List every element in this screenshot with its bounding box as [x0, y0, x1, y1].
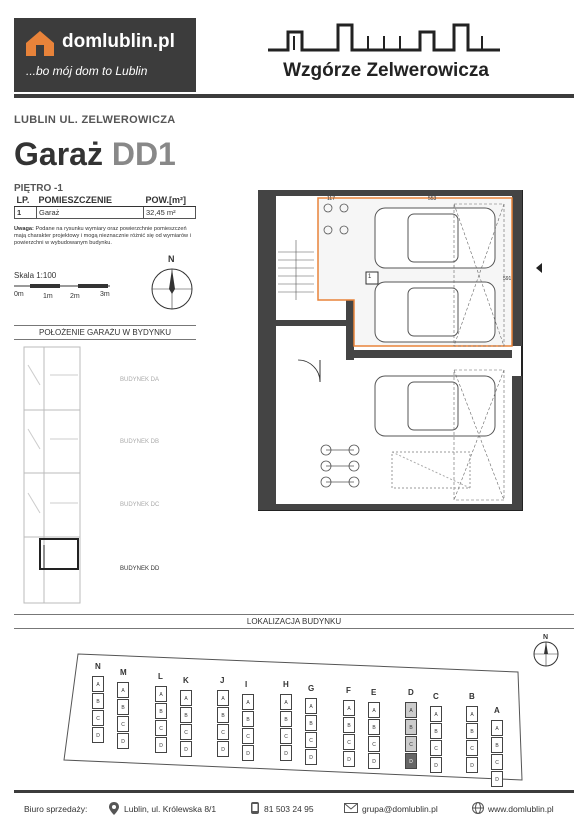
- site-unit-i-b: B: [242, 711, 254, 727]
- site-building-label-e: E: [371, 688, 377, 697]
- disclaimer-note: [14, 226, 196, 247]
- site-unit-g-b: B: [305, 715, 317, 731]
- site-unit-b-a: A: [466, 706, 478, 722]
- garage-label: Garaż: [14, 136, 103, 172]
- location-pin-icon: [109, 802, 119, 815]
- site-unit-k-a: A: [180, 690, 192, 706]
- office-email[interactable]: grupa@domlublin.pl: [362, 804, 438, 814]
- site-unit-i-d: D: [242, 745, 254, 761]
- site-unit-i-c: C: [242, 728, 254, 744]
- site-unit-g-d: D: [305, 749, 317, 765]
- site-unit-i-a: A: [242, 694, 254, 710]
- site-unit-n-a: A: [92, 676, 104, 692]
- site-unit-l-a: A: [155, 686, 167, 702]
- office-address: Lublin, ul. Królewska 8/1: [124, 804, 217, 814]
- site-building-label-g: G: [308, 684, 315, 693]
- dim-label-591: 591: [503, 276, 512, 282]
- site-unit-e-d: D: [368, 753, 380, 769]
- site-unit-m-c: C: [117, 716, 129, 732]
- office-phone[interactable]: 81 503 24 95: [264, 804, 314, 814]
- garage-floor-plan: [258, 190, 558, 520]
- site-building-label-i: I: [245, 680, 248, 689]
- scale-label: Skala 1:100: [14, 271, 57, 280]
- site-unit-g-c: C: [305, 732, 317, 748]
- dim-label-117: 117: [327, 196, 335, 202]
- site-unit-m-d: D: [117, 733, 129, 749]
- site-unit-n-c: C: [92, 710, 104, 726]
- site-unit-a-d: D: [491, 771, 503, 787]
- site-unit-j-b: B: [217, 707, 229, 723]
- site-unit-h-a: A: [280, 694, 292, 710]
- scale-tick-3: 3m: [100, 291, 110, 298]
- site-unit-d-a: A: [405, 702, 417, 718]
- building-label-da: BUDYNEK DA: [120, 377, 160, 383]
- building-label-db: BUDYNEK DB: [120, 439, 160, 445]
- site-unit-f-d: D: [343, 751, 355, 767]
- site-unit-e-c: C: [368, 736, 380, 752]
- site-plan: [60, 650, 530, 784]
- site-building-label-d: D: [408, 688, 414, 697]
- scale-tick-1: 1m: [43, 293, 53, 300]
- building-section-diagram: [20, 345, 90, 607]
- site-unit-b-b: B: [466, 723, 478, 739]
- header-divider: [14, 94, 574, 98]
- room-number: 1: [368, 274, 372, 280]
- site-unit-h-b: B: [280, 711, 292, 727]
- project-title: Wzgórze Zelwerowicza: [283, 60, 489, 81]
- office-label: Biuro sprzedaży:: [24, 804, 88, 814]
- garage-number: DD1: [111, 136, 176, 172]
- house-logo-icon: [24, 28, 56, 58]
- compass-icon: [150, 262, 194, 310]
- site-building-label-f: F: [346, 686, 351, 695]
- compass-north-label: N: [168, 254, 175, 264]
- site-compass-north: N: [543, 634, 549, 641]
- site-unit-d-d: D: [405, 753, 417, 769]
- site-building-label-j: J: [220, 676, 225, 685]
- site-unit-h-d: D: [280, 745, 292, 761]
- site-unit-k-b: B: [180, 707, 192, 723]
- project-logo-skyline: [268, 22, 500, 56]
- note-label: Uwaga:: [14, 226, 34, 232]
- floor-label: PIĘTRO -1: [14, 183, 63, 194]
- site-unit-n-d: D: [92, 727, 104, 743]
- site-unit-b-c: C: [466, 740, 478, 756]
- col-room: POMIESZCZENIE: [37, 194, 144, 207]
- site-unit-l-c: C: [155, 720, 167, 736]
- site-building-label-l: L: [158, 672, 163, 681]
- rooms-table-header: [15, 194, 196, 207]
- site-unit-f-b: B: [343, 717, 355, 733]
- row-lp: 1: [15, 207, 37, 219]
- globe-icon: [472, 802, 484, 814]
- site-unit-m-b: B: [117, 699, 129, 715]
- site-unit-n-b: B: [92, 693, 104, 709]
- footer-divider: [14, 790, 574, 793]
- table-row: [15, 207, 196, 219]
- phone-icon: [250, 802, 260, 814]
- site-heading: LOKALIZACJA BUDYNKU: [14, 614, 574, 629]
- site-unit-k-d: D: [180, 741, 192, 757]
- site-building-label-b: B: [469, 692, 475, 701]
- rooms-table: [14, 194, 196, 219]
- col-lp: LP.: [15, 194, 37, 207]
- site-unit-e-a: A: [368, 702, 380, 718]
- website-link[interactable]: www.domlublin.pl: [488, 804, 554, 814]
- building-label-dd: BUDYNEK DD: [120, 566, 160, 572]
- location-heading: POŁOŻENIE GARAŻU W BYDYNKU: [14, 325, 196, 340]
- site-unit-j-d: D: [217, 741, 229, 757]
- site-unit-f-c: C: [343, 734, 355, 750]
- site-unit-g-a: A: [305, 698, 317, 714]
- site-unit-c-c: C: [430, 740, 442, 756]
- garage-title: [14, 136, 176, 173]
- site-unit-k-c: C: [180, 724, 192, 740]
- address-heading: LUBLIN UL. ZELWEROWICZA: [14, 114, 176, 126]
- site-unit-c-b: B: [430, 723, 442, 739]
- site-building-label-k: K: [183, 676, 189, 685]
- site-unit-d-c: C: [405, 736, 417, 752]
- email-icon: [344, 803, 358, 813]
- site-unit-j-c: C: [217, 724, 229, 740]
- site-unit-f-a: A: [343, 700, 355, 716]
- site-unit-j-a: A: [217, 690, 229, 706]
- scale-bar: [14, 282, 114, 290]
- site-building-label-m: M: [120, 668, 127, 677]
- dim-label-553: 553: [428, 196, 437, 202]
- scale-tick-2: 2m: [70, 293, 80, 300]
- building-label-dc: BUDYNEK DC: [120, 502, 160, 508]
- scale-tick-0: 0m: [14, 291, 24, 298]
- site-unit-l-d: D: [155, 737, 167, 753]
- site-building-label-h: H: [283, 680, 289, 689]
- site-unit-a-b: B: [491, 737, 503, 753]
- brand-tagline: ...bo mój dom to Lublin: [26, 64, 148, 78]
- site-unit-b-d: D: [466, 757, 478, 773]
- note-text: Podane na rysunku wymiary oraz powierzchnie pomieszczeń mają charakter projektowy i mogą nieznacznie różnić się od wymiarów i powierzchni w wybudowanym budynku.: [14, 226, 191, 246]
- site-unit-a-a: A: [491, 720, 503, 736]
- site-unit-a-c: C: [491, 754, 503, 770]
- site-unit-m-a: A: [117, 682, 129, 698]
- brand-name: domlublin.pl: [62, 31, 175, 52]
- row-area: 32,45 m²: [144, 207, 196, 219]
- site-unit-l-b: B: [155, 703, 167, 719]
- site-building-label-n: N: [95, 662, 101, 671]
- col-area: POW.[m²]: [144, 194, 196, 207]
- site-unit-c-a: A: [430, 706, 442, 722]
- site-unit-h-c: C: [280, 728, 292, 744]
- site-building-label-c: C: [433, 692, 439, 701]
- site-unit-c-d: D: [430, 757, 442, 773]
- row-room: Garaż: [37, 207, 144, 219]
- site-building-label-a: A: [494, 706, 500, 715]
- site-unit-d-b: B: [405, 719, 417, 735]
- site-unit-e-b: B: [368, 719, 380, 735]
